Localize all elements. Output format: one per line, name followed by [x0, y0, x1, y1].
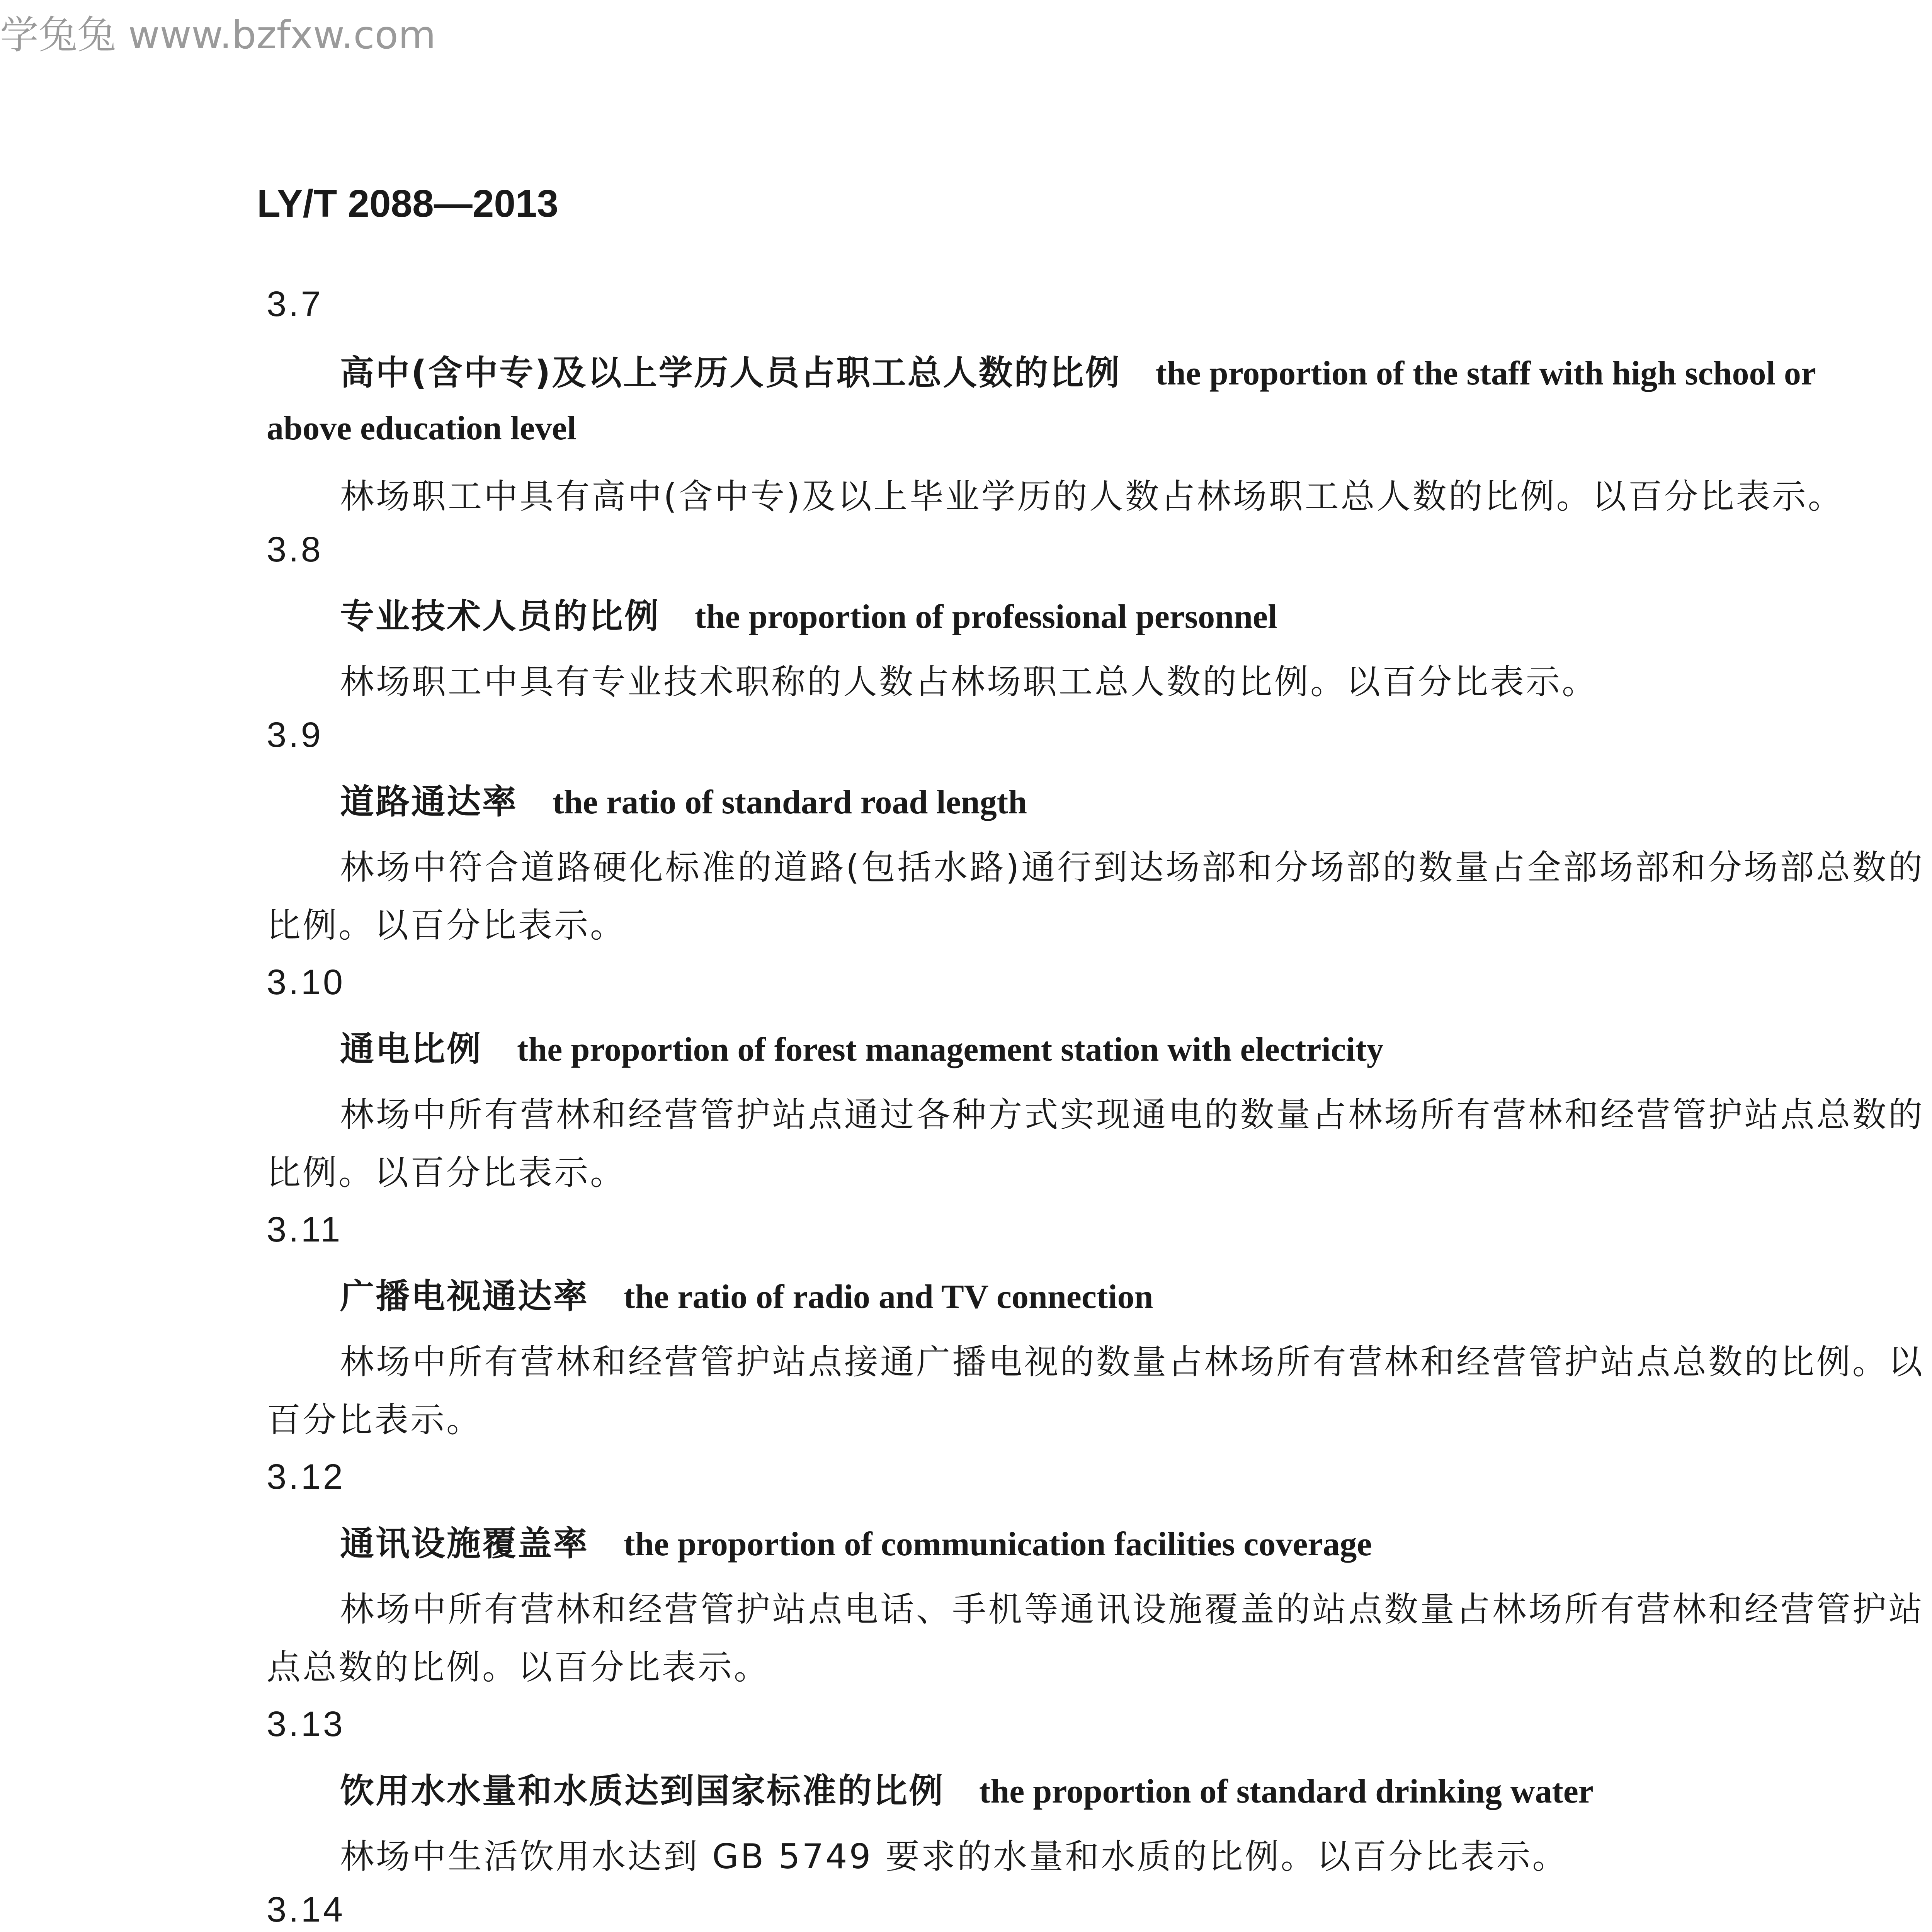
term-definition: 林场中所有营林和经营管护站点电话、手机等通讯设施覆盖的站点数量占林场所有营林和经营管护站点总数的比例。以百分比表示。 [267, 1589, 1924, 1687]
term-definition: 林场职工中具有专业技术职称的人数占林场职工总人数的比例。以百分比表示。 [340, 662, 1598, 702]
term-title [267, 346, 1835, 456]
term-title [340, 1517, 1909, 1571]
term-en: the ratio of standard road length [553, 784, 1027, 821]
clause-number: 3.7 [267, 284, 323, 324]
term-definition: 林场中所有营林和经营管护站点通过各种方式实现通电的数量占林场所有营林和经营管护站点总数的比例。以百分比表示。 [267, 1095, 1924, 1192]
term-title [340, 589, 1909, 644]
clause-number: 3.9 [267, 715, 323, 755]
term-zh: 通电比例 [340, 1029, 483, 1069]
term-en: the ratio of radio and TV connection [624, 1278, 1153, 1316]
term-title [340, 1269, 1909, 1324]
term-zh: 通讯设施覆盖率 [340, 1524, 589, 1563]
term-en: the proportion of standard drinking water [979, 1773, 1594, 1810]
term-definition: 林场中生活饮用水达到 GB 5749 要求的水量和水质的比例。以百分比表示。 [340, 1837, 1568, 1876]
term-zh: 广播电视通达率 [340, 1276, 589, 1316]
clause-number: 3.11 [267, 1210, 343, 1249]
term-definition: 林场职工中具有高中(含中专)及以上毕业学历的人数占林场职工总人数的比例。以百分比表示。 [340, 476, 1844, 516]
term-definition: 林场中符合道路硬化标准的道路(包括水路)通行到达场部和分场部的数量占全部场部和分场部总数的比例。以百分比表示。 [267, 847, 1924, 945]
term-title [340, 1022, 1909, 1077]
term-zh: 道路通达率 [340, 782, 518, 821]
term-en: the proportion of forest management station with electricity [517, 1031, 1384, 1068]
term-en: the proportion of professional personnel [695, 598, 1277, 636]
term-zh: 饮用水水量和水质达到国家标准的比例 [340, 1771, 945, 1811]
clause-number: 3.13 [267, 1704, 345, 1744]
term-zh: 高中(含中专)及以上学历人员占职工总人数的比例 [340, 353, 1121, 393]
standard-code-header: LY/T 2088—2013 [257, 182, 559, 225]
term-en: the proportion of communication facilities coverage [624, 1526, 1372, 1563]
clause-number: 3.12 [267, 1457, 345, 1497]
clause-number: 3.8 [267, 530, 323, 569]
term-title [340, 1764, 1909, 1819]
watermark: 学兔兔 www.bzfxw.com [0, 12, 436, 58]
term-title [340, 775, 1909, 830]
clause-number: 3.10 [267, 963, 345, 1002]
term-en: the proportion of the staff with high school or above education level [267, 355, 1816, 447]
term-definition: 林场中所有营林和经营管护站点接通广播电视的数量占林场所有营林和经营管护站点总数的比例。以百分比表示。 [267, 1342, 1924, 1440]
term-zh: 专业技术人员的比例 [340, 596, 660, 636]
clause-number: 3.14 [267, 1890, 345, 1929]
